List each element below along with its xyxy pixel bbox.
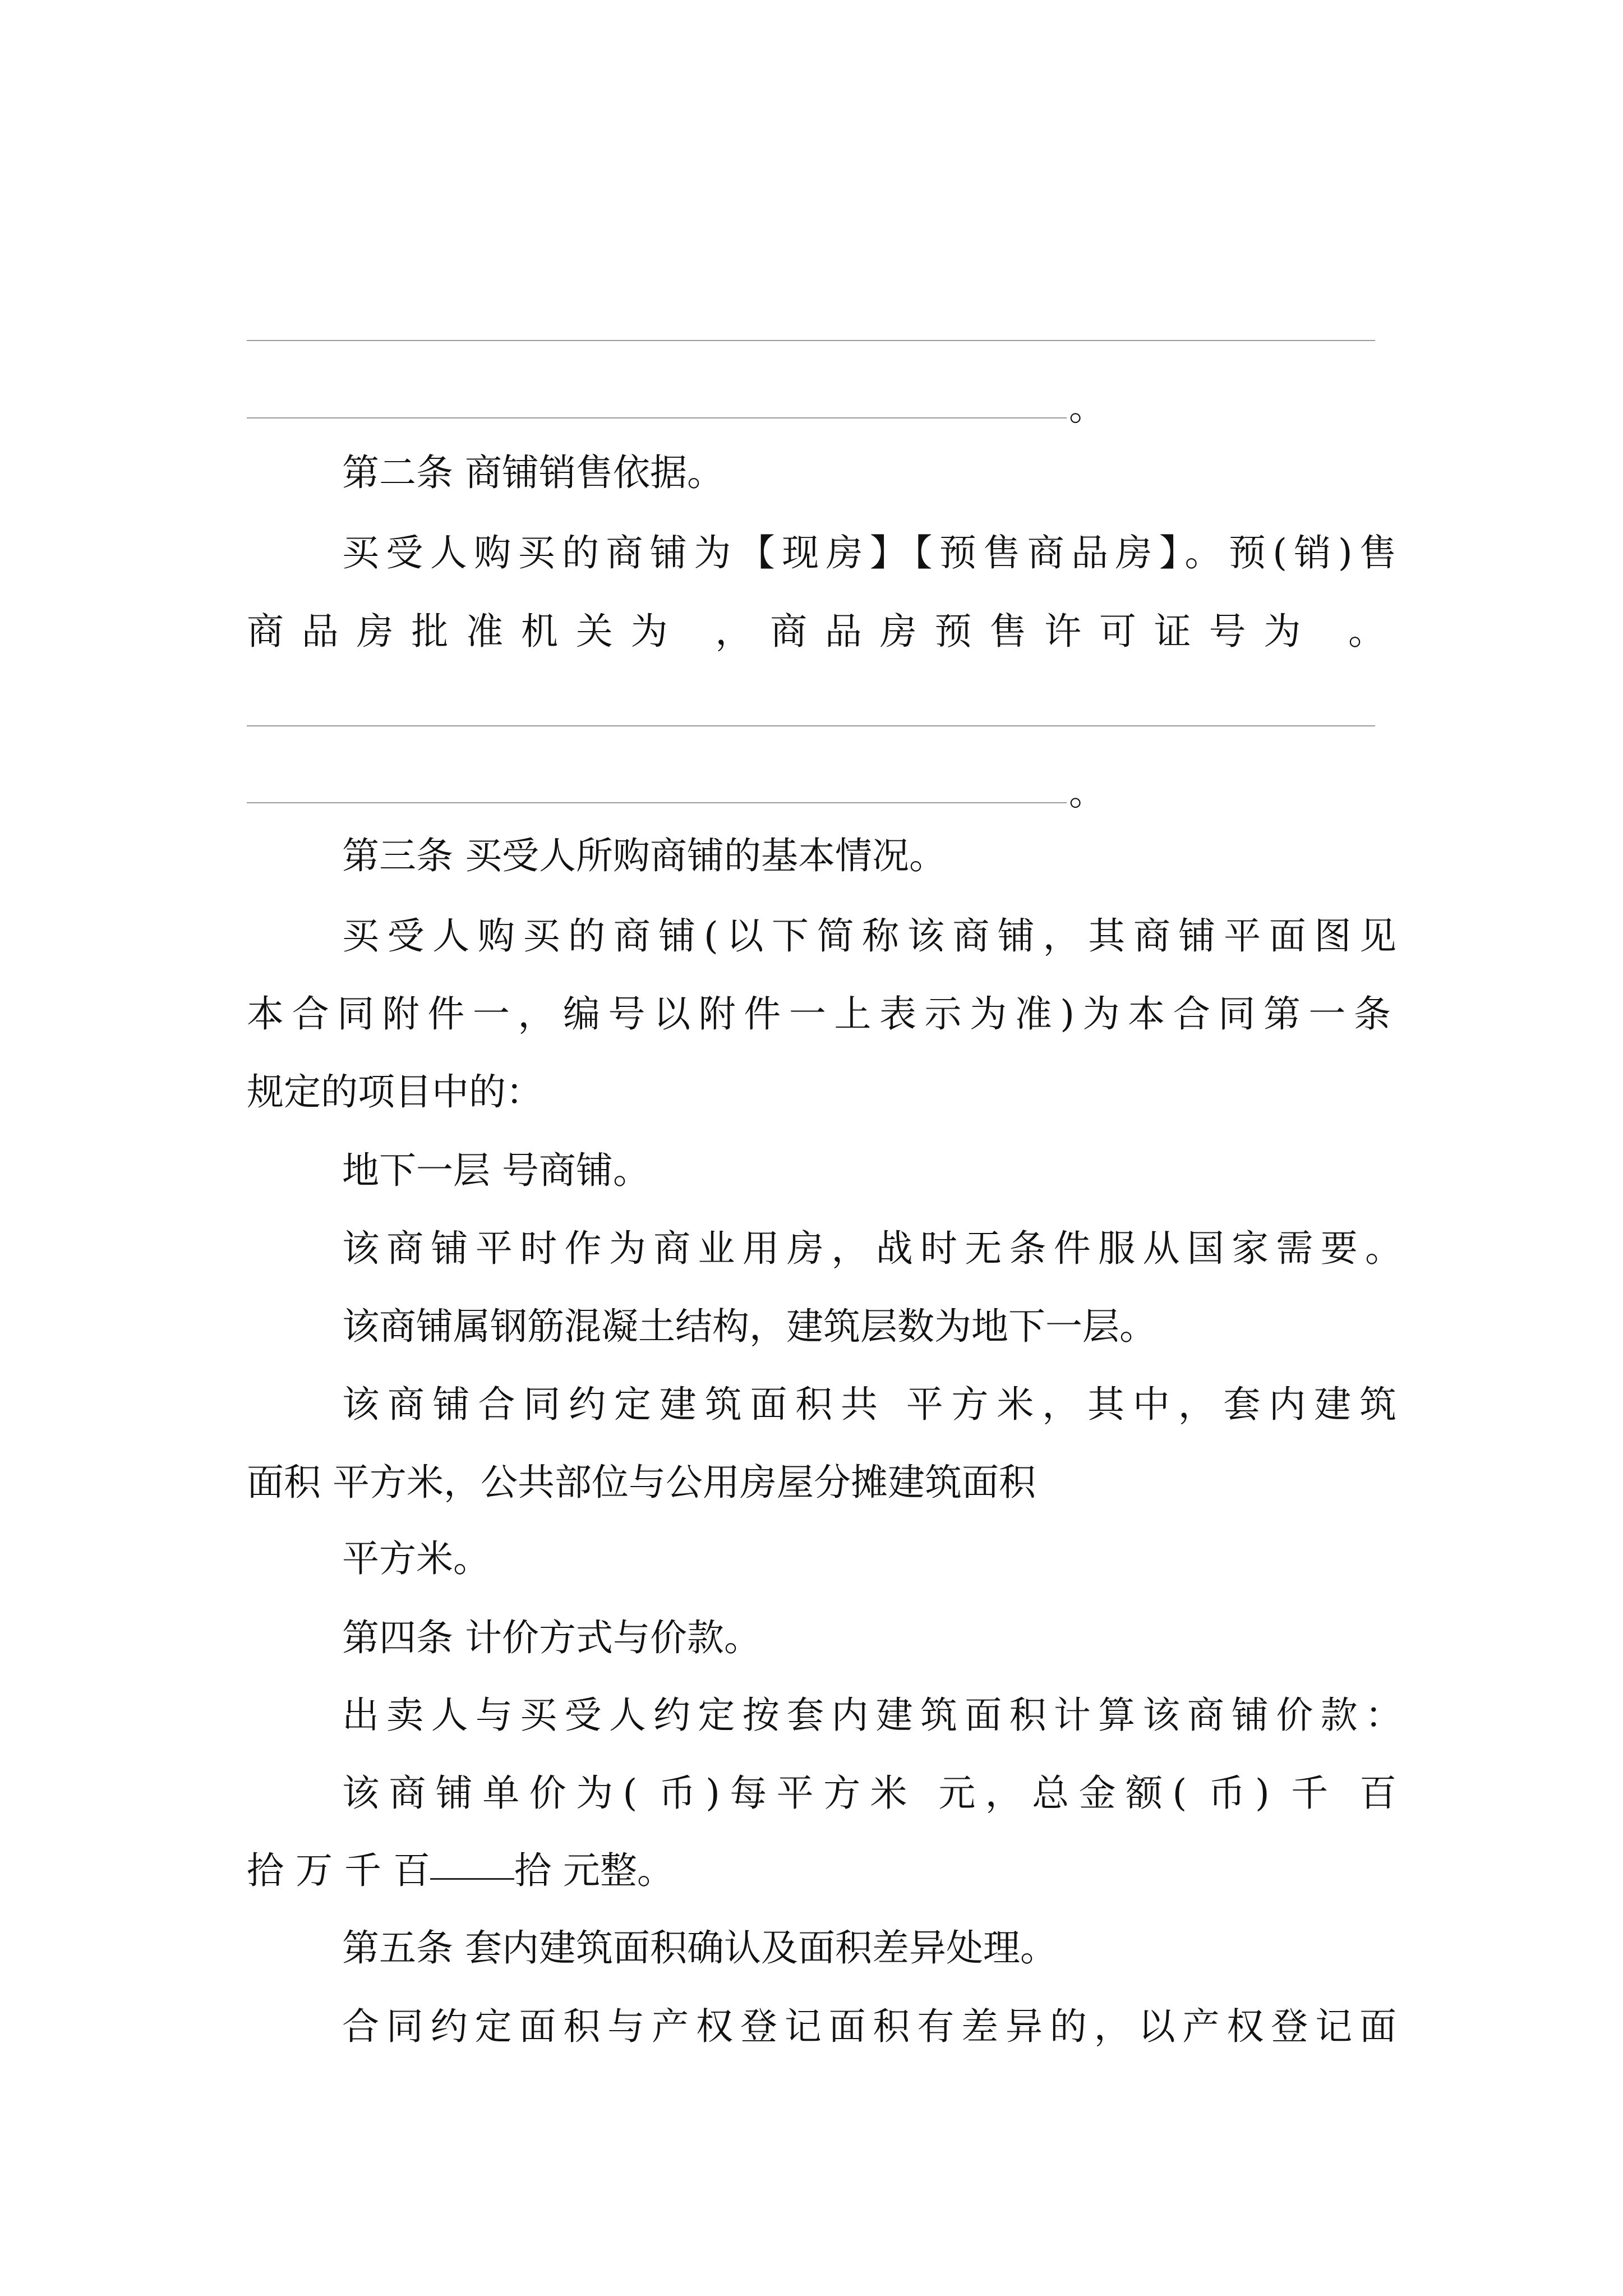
article-4-heading: 第四条 计价方式与价款。 xyxy=(342,1616,761,1659)
paragraph-line: 出卖人与买受人约定按套内建筑面积计算该商铺价款： xyxy=(342,1694,1402,1737)
paragraph-line: 合同约定面积与产权登记面积有差异的，以产权登记面 xyxy=(342,2005,1396,2048)
paragraph-line: 该商铺平时作为商业用房，战时无条件服从国家需要。 xyxy=(342,1227,1402,1270)
article-3-heading: 第三条 买受人所购商铺的基本情况。 xyxy=(342,834,946,877)
fill-line xyxy=(247,725,1375,726)
fill-line xyxy=(247,340,1375,341)
article-5-heading: 第五条 套内建筑面积确认及面积差异处理。 xyxy=(342,1926,1057,1970)
paragraph-line xyxy=(247,1849,1391,1892)
period-mark: 。 xyxy=(1069,772,1105,814)
paragraph-line: 该商铺属钢筋混凝土结构，建筑层数为地下一层。 xyxy=(342,1305,1156,1348)
amount-blank xyxy=(430,1878,514,1880)
amount-units-end: 拾 元整。 xyxy=(514,1849,674,1892)
article-2-heading: 第二条 商铺销售依据。 xyxy=(342,451,724,494)
paragraph-line: 该商铺单价为( 币)每平方米 元，总金额( 币) 千 百 xyxy=(342,1772,1396,1815)
amount-units-start: 拾 万 千 百 xyxy=(247,1849,430,1892)
paragraph-line: 本合同附件一，编号以附件一上表示为准)为本合同第一条 xyxy=(247,992,1391,1036)
paragraph-line: 该商铺合同约定建筑面积共 平方米，其中，套内建筑 xyxy=(342,1383,1396,1426)
paragraph-line: 买受人购买的商铺(以下简称该商铺，其商铺平面图见 xyxy=(342,914,1396,958)
paragraph-line: 商品房批准机关为 ，商品房预售许可证号为 。 xyxy=(247,610,1385,653)
paragraph-line: 平方米。 xyxy=(342,1537,490,1580)
fill-line xyxy=(247,417,1067,418)
period-mark: 。 xyxy=(1069,388,1105,429)
paragraph-line: 面积 平方米，公共部位与公用房屋分摊建筑面积 xyxy=(247,1461,1036,1504)
fill-line xyxy=(247,802,1067,803)
paragraph-line: 规定的项目中的： xyxy=(247,1070,543,1114)
paragraph-line: 地下一层 号商铺。 xyxy=(342,1149,650,1192)
paragraph-line: 买受人购买的商铺为【现房】【预售商品房】。预(销)售 xyxy=(342,531,1396,574)
